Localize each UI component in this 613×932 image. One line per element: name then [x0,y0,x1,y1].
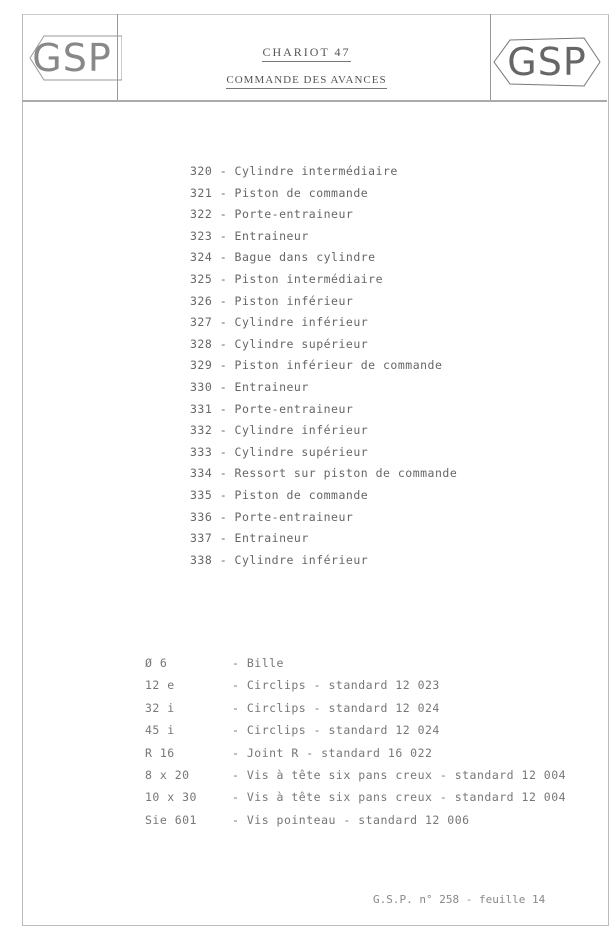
part-ref: 32 i [145,700,175,715]
item-line: 338 - Cylindre inférieur [190,552,369,567]
item-line: 320 - Cylindre intermédiaire [190,164,398,178]
item-line: 321 - Piston de commande [190,185,369,200]
item-line: 329 - Piston inférieur de commande [190,358,443,373]
item-line: 325 - Piston intermédiaire [190,272,384,286]
doc-title: CHARIOT 47 [0,45,613,60]
part-desc: - Joint R - standard 16 022 [232,745,433,760]
item-line: 336 - Porte-entraineur [190,509,354,524]
part-ref: 45 i [145,723,175,738]
item-line: 337 - Entraineur [190,531,309,546]
item-line: 326 - Piston inférieur [190,293,354,308]
part-ref: Sie 601 [145,812,197,827]
item-line: 322 - Porte-entraineur [190,207,354,222]
part-ref: 10 x 30 [145,790,197,805]
item-line: 323 - Entraineur [190,228,309,243]
item-line: 330 - Entraineur [190,380,309,394]
item-line: 332 - Cylindre inférieur [190,423,369,438]
part-ref: 12 e [145,678,175,693]
item-line: 335 - Piston de commande [190,488,369,502]
part-ref: Ø 6 [145,656,168,670]
part-ref: 8 x 20 [145,768,190,782]
page-footer: G.S.P. n° 258 - feuille 14 [373,893,546,906]
part-desc: - Vis à tête six pans creux - standard 12 004 [232,768,567,782]
part-desc: - Circlips - standard 12 024 [232,723,440,738]
part-ref: R 16 [145,745,175,760]
logo-text: GSP [507,40,587,84]
item-line: 328 - Cylindre supérieur [190,336,369,351]
part-desc: - Circlips - standard 12 024 [232,700,440,715]
item-line: 333 - Cylindre supérieur [190,444,369,459]
part-desc: - Bille [232,656,284,670]
item-line: 324 - Bague dans cylindre [190,250,376,265]
item-line: 334 - Ressort sur piston de commande [190,466,458,481]
item-line: 331 - Porte-entraineur [190,401,354,416]
doc-subtitle: COMMANDE DES AVANCES [0,74,613,86]
logo-text: GSP [32,36,112,80]
part-desc: - Vis pointeau - standard 12 006 [232,812,470,827]
item-line: 327 - Cylindre inférieur [190,315,369,330]
part-desc: - Circlips - standard 12 023 [232,678,440,693]
part-desc: - Vis à tête six pans creux - standard 12 004 [232,790,567,805]
